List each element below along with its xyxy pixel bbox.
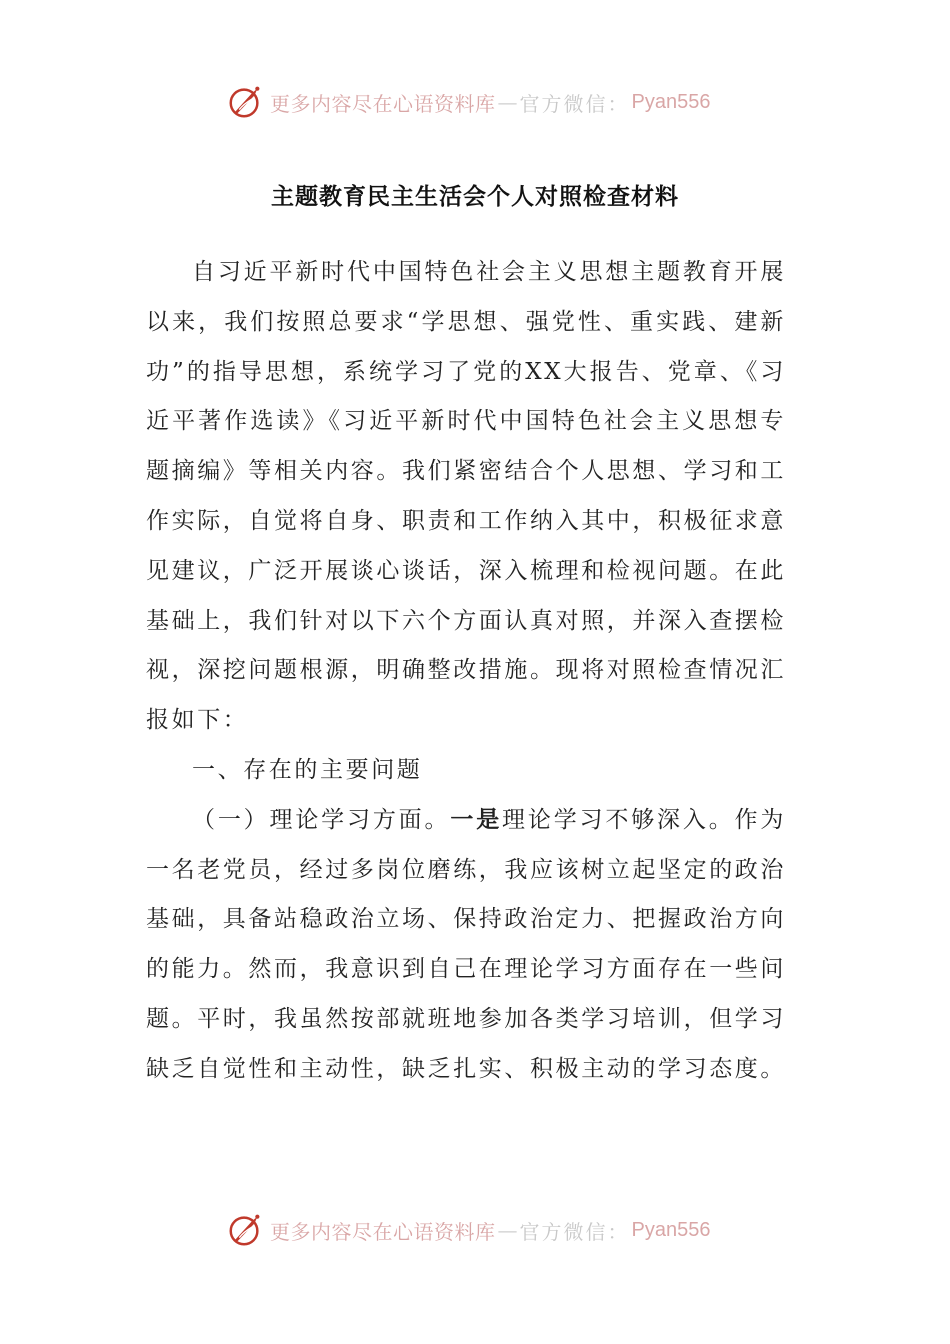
banner-wechat-label: 官方微信： <box>519 1219 630 1244</box>
banner-wechat-label: 官方微信： <box>519 91 630 116</box>
banner-wechat-id: Pyan556 <box>631 90 711 113</box>
banner-separator: — <box>497 1218 518 1242</box>
banner-separator: — <box>497 90 518 114</box>
document-title: 主题教育民主生活会个人对照检查材料 <box>271 184 679 210</box>
banner-wechat-id: Pyan556 <box>631 1218 711 1241</box>
header-banner <box>226 80 746 124</box>
banner-text: 更多内容尽在心语资料库 <box>270 1219 496 1244</box>
subsection-prefix: （一）理论学习方面。 <box>192 806 451 833</box>
banner-text: 更多内容尽在心语资料库 <box>270 91 496 116</box>
subsection-bold-lead: 一是 <box>450 806 503 833</box>
subsection-paragraph <box>146 796 786 1095</box>
subsection-text: 理论学习不够深入。作为一名老党员，经过多岗位磨练，我应该树立起坚定的政治基础，具备站稳政治立场、保持政治定力、把握政治方向的能力。然而，我意识到自己在理论学习方面存在一些问题。平时，我虽然按部就班地参加各类学习培训，但学习缺乏自觉性和主动性，缺乏扎实、积极主动的学习态度。 <box>146 806 786 1082</box>
section-heading: 一、存在的主要问题 <box>192 756 423 783</box>
document-body <box>146 248 786 1095</box>
pen-circle-logo-icon <box>226 83 264 121</box>
pen-circle-logo-icon <box>226 1211 264 1249</box>
footer-banner <box>226 1208 746 1252</box>
intro-paragraph: 自习近平新时代中国特色社会主义思想主题教育开展以来，我们按照总要求“学思想、强党性、重实践、建新功”的指导思想，系统学习了党的XX大报告、党章、《习近平著作选读》《习近平新时代中国特色社会主义思想专题摘编》等相关内容。我们紧密结合个人思想、学习和工作实际，自觉将自身、职责和工作纳入其中，积极征求意见建议，广泛开展谈心谈话，深入梳理和检视问题。在此基础上，我们针对以下六个方面认真对照，并深入查摆检视，深挖问题根源，明确整改措施。现将对照检查情况汇报如下： <box>146 259 786 734</box>
